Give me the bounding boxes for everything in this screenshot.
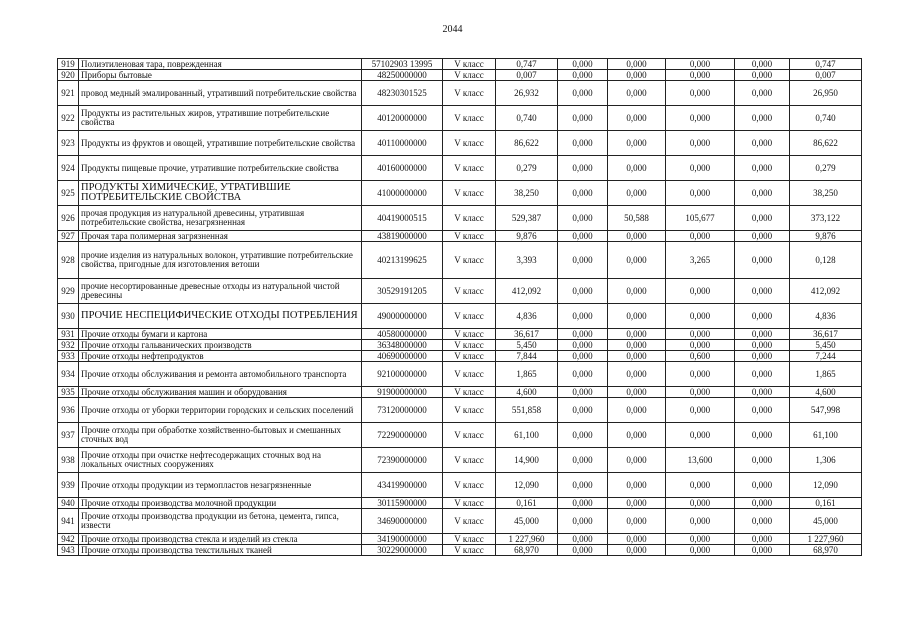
- value-cell: 0,000: [666, 70, 735, 81]
- value-cell: 45,000: [496, 509, 558, 534]
- row-number-cell: 932: [58, 340, 79, 351]
- value-cell: 9,876: [496, 231, 558, 242]
- value-cell: 0,000: [558, 534, 608, 545]
- fkko-code-cell: 92100000000: [362, 362, 443, 387]
- waste-name-cell: Прочие отходы обслуживания машин и оборудования: [79, 387, 362, 398]
- value-cell: 5,450: [790, 340, 862, 351]
- value-cell: 3,265: [666, 242, 735, 279]
- value-cell: 0,161: [496, 498, 558, 509]
- row-number-cell: 924: [58, 156, 79, 181]
- row-number-cell: 929: [58, 279, 79, 304]
- value-cell: 0,000: [666, 398, 735, 423]
- value-cell: 0,000: [608, 362, 666, 387]
- waste-name-cell: прочая продукция из натуральной древесины, утратившая потребительские свойства, незагрязненная: [79, 206, 362, 231]
- table-row: [58, 304, 862, 329]
- hazard-class-cell: V класс: [443, 351, 496, 362]
- value-cell: 0,000: [558, 231, 608, 242]
- hazard-class-cell: V класс: [443, 398, 496, 423]
- table-row: [58, 106, 862, 131]
- table-row: [58, 156, 862, 181]
- row-number-cell: 931: [58, 329, 79, 340]
- value-cell: 0,000: [558, 387, 608, 398]
- row-number-cell: 938: [58, 448, 79, 473]
- fkko-code-cell: 40110000000: [362, 131, 443, 156]
- hazard-class-cell: V класс: [443, 329, 496, 340]
- value-cell: 0,000: [608, 242, 666, 279]
- waste-name-cell: прочие изделия из натуральных волокон, утратившие потребительские свойства, пригодные для изготовления ветоши: [79, 242, 362, 279]
- value-cell: 5,450: [496, 340, 558, 351]
- value-cell: 68,970: [790, 545, 862, 556]
- row-number-cell: 941: [58, 509, 79, 534]
- value-cell: 26,932: [496, 81, 558, 106]
- value-cell: 0,000: [735, 279, 790, 304]
- table-row: [58, 545, 862, 556]
- value-cell: 0,000: [735, 206, 790, 231]
- table-row: [58, 59, 862, 70]
- value-cell: 0,000: [666, 545, 735, 556]
- value-cell: 0,000: [558, 304, 608, 329]
- table-row: [58, 423, 862, 448]
- value-cell: 0,747: [496, 59, 558, 70]
- value-cell: 0,000: [735, 351, 790, 362]
- value-cell: 547,998: [790, 398, 862, 423]
- value-cell: 1,306: [790, 448, 862, 473]
- value-cell: 0,000: [608, 498, 666, 509]
- waste-name-cell: прочие несортированные древесные отходы из натуральной чистой древесины: [79, 279, 362, 304]
- value-cell: 0,000: [735, 329, 790, 340]
- value-cell: 7,244: [790, 351, 862, 362]
- waste-name-cell: Прочие отходы нефтепродуктов: [79, 351, 362, 362]
- row-number-cell: 923: [58, 131, 79, 156]
- value-cell: 0,000: [608, 59, 666, 70]
- row-number-cell: 936: [58, 398, 79, 423]
- table-row: [58, 362, 862, 387]
- value-cell: 1 227,960: [790, 534, 862, 545]
- value-cell: 0,000: [558, 242, 608, 279]
- table-row: [58, 181, 862, 206]
- row-number-cell: 939: [58, 473, 79, 498]
- value-cell: 0,000: [666, 156, 735, 181]
- row-number-cell: 930: [58, 304, 79, 329]
- value-cell: 61,100: [790, 423, 862, 448]
- value-cell: 0,128: [790, 242, 862, 279]
- value-cell: 7,844: [496, 351, 558, 362]
- value-cell: 0,000: [735, 59, 790, 70]
- value-cell: 0,161: [790, 498, 862, 509]
- value-cell: 0,000: [666, 131, 735, 156]
- fkko-code-cell: 43819000000: [362, 231, 443, 242]
- row-number-cell: 934: [58, 362, 79, 387]
- value-cell: 0,000: [735, 362, 790, 387]
- row-number-cell: 933: [58, 351, 79, 362]
- value-cell: 105,677: [666, 206, 735, 231]
- value-cell: 412,092: [790, 279, 862, 304]
- hazard-class-cell: V класс: [443, 206, 496, 231]
- value-cell: 12,090: [496, 473, 558, 498]
- value-cell: 13,600: [666, 448, 735, 473]
- table-row: [58, 329, 862, 340]
- value-cell: 4,600: [790, 387, 862, 398]
- fkko-code-cell: 72290000000: [362, 423, 443, 448]
- value-cell: 0,000: [608, 106, 666, 131]
- hazard-class-cell: V класс: [443, 545, 496, 556]
- value-cell: 0,000: [608, 398, 666, 423]
- row-number-cell: 928: [58, 242, 79, 279]
- fkko-code-cell: 49000000000: [362, 304, 443, 329]
- value-cell: 0,000: [666, 59, 735, 70]
- value-cell: 0,000: [608, 329, 666, 340]
- value-cell: 0,000: [666, 304, 735, 329]
- value-cell: 0,000: [558, 448, 608, 473]
- table-row: [58, 242, 862, 279]
- value-cell: 0,000: [666, 498, 735, 509]
- value-cell: 0,000: [735, 181, 790, 206]
- waste-name-cell: Прочие отходы гальванических производств: [79, 340, 362, 351]
- value-cell: 0,747: [790, 59, 862, 70]
- value-cell: 0,000: [558, 156, 608, 181]
- hazard-class-cell: V класс: [443, 387, 496, 398]
- row-number-cell: 940: [58, 498, 79, 509]
- value-cell: 0,000: [558, 473, 608, 498]
- value-cell: 45,000: [790, 509, 862, 534]
- table-row: [58, 534, 862, 545]
- hazard-class-cell: V класс: [443, 509, 496, 534]
- value-cell: 0,000: [608, 181, 666, 206]
- value-cell: 0,000: [608, 340, 666, 351]
- table-row: [58, 473, 862, 498]
- value-cell: 0,000: [558, 423, 608, 448]
- value-cell: 0,000: [558, 498, 608, 509]
- row-number-cell: 921: [58, 81, 79, 106]
- value-cell: 0,000: [558, 70, 608, 81]
- table-row: [58, 387, 862, 398]
- value-cell: 0,000: [666, 106, 735, 131]
- value-cell: 4,836: [790, 304, 862, 329]
- value-cell: 0,000: [735, 156, 790, 181]
- value-cell: 0,000: [558, 329, 608, 340]
- waste-name-cell: Прочие отходы производства молочной продукции: [79, 498, 362, 509]
- hazard-class-cell: V класс: [443, 231, 496, 242]
- hazard-class-cell: V класс: [443, 242, 496, 279]
- waste-name-cell: ПРОДУКТЫ ХИМИЧЕСКИЕ, УТРАТИВШИЕ ПОТРЕБИТЕЛЬСКИЕ СВОЙСТВА: [79, 181, 362, 206]
- table-row: [58, 81, 862, 106]
- row-number-cell: 943: [58, 545, 79, 556]
- value-cell: 50,588: [608, 206, 666, 231]
- value-cell: 0,007: [496, 70, 558, 81]
- hazard-class-cell: V класс: [443, 448, 496, 473]
- value-cell: 0,000: [735, 81, 790, 106]
- value-cell: 0,000: [666, 81, 735, 106]
- waste-name-cell: Прочие отходы производства продукции из бетона, цемента, гипса, извести: [79, 509, 362, 534]
- waste-name-cell: Прочие отходы от уборки территории городских и сельских поселений: [79, 398, 362, 423]
- waste-name-cell: Приборы бытовые: [79, 70, 362, 81]
- value-cell: 0,000: [735, 387, 790, 398]
- hazard-class-cell: V класс: [443, 362, 496, 387]
- fkko-code-cell: 48230301525: [362, 81, 443, 106]
- value-cell: 0,000: [608, 534, 666, 545]
- waste-name-cell: Прочая тара полимерная загрязненная: [79, 231, 362, 242]
- value-cell: 0,000: [608, 423, 666, 448]
- value-cell: 0,000: [608, 448, 666, 473]
- fkko-code-cell: 41000000000: [362, 181, 443, 206]
- value-cell: 0,000: [666, 181, 735, 206]
- waste-name-cell: Прочие отходы при очистке нефтесодержащих сточных вод на локальных очистных сооружениях: [79, 448, 362, 473]
- value-cell: 0,000: [666, 387, 735, 398]
- value-cell: 0,000: [666, 473, 735, 498]
- value-cell: 0,000: [735, 231, 790, 242]
- value-cell: 0,000: [666, 534, 735, 545]
- hazard-class-cell: V класс: [443, 70, 496, 81]
- value-cell: 373,122: [790, 206, 862, 231]
- waste-table: [57, 58, 862, 556]
- hazard-class-cell: V класс: [443, 279, 496, 304]
- value-cell: 4,836: [496, 304, 558, 329]
- fkko-code-cell: 73120000000: [362, 398, 443, 423]
- value-cell: 0,000: [735, 106, 790, 131]
- waste-name-cell: Прочие отходы производства текстильных тканей: [79, 545, 362, 556]
- waste-name-cell: Продукты из фруктов и овощей, утратившие потребительские свойства: [79, 131, 362, 156]
- row-number-cell: 925: [58, 181, 79, 206]
- value-cell: 0,000: [666, 231, 735, 242]
- value-cell: 4,600: [496, 387, 558, 398]
- table-row: [58, 398, 862, 423]
- fkko-code-cell: 30529191205: [362, 279, 443, 304]
- value-cell: 0,000: [558, 106, 608, 131]
- fkko-code-cell: 30115900000: [362, 498, 443, 509]
- hazard-class-cell: V класс: [443, 340, 496, 351]
- hazard-class-cell: V класс: [443, 131, 496, 156]
- table-row: [58, 498, 862, 509]
- value-cell: 0,000: [608, 156, 666, 181]
- value-cell: 0,000: [666, 423, 735, 448]
- table-row: [58, 448, 862, 473]
- table-row: [58, 351, 862, 362]
- fkko-code-cell: 57102903 13995: [362, 59, 443, 70]
- fkko-code-cell: 40419000515: [362, 206, 443, 231]
- hazard-class-cell: V класс: [443, 106, 496, 131]
- hazard-class-cell: V класс: [443, 423, 496, 448]
- fkko-code-cell: 40120000000: [362, 106, 443, 131]
- value-cell: 1,865: [790, 362, 862, 387]
- value-cell: 0,000: [666, 362, 735, 387]
- value-cell: 0,000: [666, 509, 735, 534]
- fkko-code-cell: 34190000000: [362, 534, 443, 545]
- hazard-class-cell: V класс: [443, 156, 496, 181]
- value-cell: 0,000: [608, 131, 666, 156]
- table-row: [58, 279, 862, 304]
- value-cell: 0,000: [608, 70, 666, 81]
- value-cell: 0,000: [558, 340, 608, 351]
- waste-name-cell: Прочие отходы производства стекла и изделий из стекла: [79, 534, 362, 545]
- waste-name-cell: Прочие отходы при обработке хозяйственно-бытовых и смешанных сточных вод: [79, 423, 362, 448]
- waste-name-cell: Продукты из растительных жиров, утратившие потребительские свойства: [79, 106, 362, 131]
- value-cell: 0,600: [666, 351, 735, 362]
- value-cell: 0,000: [608, 473, 666, 498]
- value-cell: 0,000: [735, 448, 790, 473]
- row-number-cell: 926: [58, 206, 79, 231]
- value-cell: 0,000: [558, 279, 608, 304]
- value-cell: 0,279: [496, 156, 558, 181]
- row-number-cell: 937: [58, 423, 79, 448]
- hazard-class-cell: V класс: [443, 181, 496, 206]
- value-cell: 0,000: [735, 242, 790, 279]
- value-cell: 0,000: [735, 304, 790, 329]
- fkko-code-cell: 72390000000: [362, 448, 443, 473]
- fkko-code-cell: 36348000000: [362, 340, 443, 351]
- value-cell: 0,000: [608, 231, 666, 242]
- table-row: [58, 509, 862, 534]
- waste-name-cell: Прочие отходы обслуживания и ремонта автомобильного транспорта: [79, 362, 362, 387]
- value-cell: 0,000: [558, 509, 608, 534]
- value-cell: 0,000: [558, 351, 608, 362]
- value-cell: 1,865: [496, 362, 558, 387]
- value-cell: 14,900: [496, 448, 558, 473]
- value-cell: 0,000: [558, 206, 608, 231]
- value-cell: 0,000: [735, 131, 790, 156]
- value-cell: 36,617: [790, 329, 862, 340]
- fkko-code-cell: 40580000000: [362, 329, 443, 340]
- value-cell: 38,250: [790, 181, 862, 206]
- value-cell: 0,000: [558, 362, 608, 387]
- value-cell: 0,000: [666, 329, 735, 340]
- value-cell: 0,279: [790, 156, 862, 181]
- value-cell: 0,000: [558, 59, 608, 70]
- waste-name-cell: ПРОЧИЕ НЕСПЕЦИФИЧЕСКИЕ ОТХОДЫ ПОТРЕБЛЕНИЯ: [79, 304, 362, 329]
- value-cell: 0,000: [608, 304, 666, 329]
- value-cell: 0,000: [558, 131, 608, 156]
- value-cell: 0,000: [666, 279, 735, 304]
- hazard-class-cell: V класс: [443, 498, 496, 509]
- value-cell: 0,000: [735, 398, 790, 423]
- hazard-class-cell: V класс: [443, 81, 496, 106]
- waste-name-cell: Продукты пищевые прочие, утратившие потребительские свойства: [79, 156, 362, 181]
- value-cell: 12,090: [790, 473, 862, 498]
- fkko-code-cell: 40690000000: [362, 351, 443, 362]
- value-cell: 0,000: [735, 473, 790, 498]
- fkko-code-cell: 34690000000: [362, 509, 443, 534]
- value-cell: 38,250: [496, 181, 558, 206]
- hazard-class-cell: V класс: [443, 59, 496, 70]
- value-cell: 0,000: [666, 340, 735, 351]
- value-cell: 0,000: [735, 70, 790, 81]
- row-number-cell: 919: [58, 59, 79, 70]
- value-cell: 529,387: [496, 206, 558, 231]
- value-cell: 0,007: [790, 70, 862, 81]
- value-cell: 0,000: [735, 498, 790, 509]
- value-cell: 68,970: [496, 545, 558, 556]
- table-row: [58, 131, 862, 156]
- value-cell: 412,092: [496, 279, 558, 304]
- value-cell: 0,000: [558, 545, 608, 556]
- waste-name-cell: Прочие отходы продукции из термопластов незагрязненные: [79, 473, 362, 498]
- fkko-code-cell: 40160000000: [362, 156, 443, 181]
- value-cell: 86,622: [496, 131, 558, 156]
- value-cell: 86,622: [790, 131, 862, 156]
- value-cell: 0,000: [735, 534, 790, 545]
- page-number: 2044: [442, 24, 463, 35]
- table-row: [58, 206, 862, 231]
- fkko-code-cell: 91900000000: [362, 387, 443, 398]
- row-number-cell: 920: [58, 70, 79, 81]
- value-cell: 0,000: [558, 181, 608, 206]
- value-cell: 1 227,960: [496, 534, 558, 545]
- row-number-cell: 927: [58, 231, 79, 242]
- value-cell: 0,000: [608, 81, 666, 106]
- value-cell: 0,000: [608, 279, 666, 304]
- value-cell: 3,393: [496, 242, 558, 279]
- value-cell: 0,000: [608, 509, 666, 534]
- table-body: [58, 59, 862, 556]
- value-cell: 551,858: [496, 398, 558, 423]
- fkko-code-cell: 43419900000: [362, 473, 443, 498]
- hazard-class-cell: V класс: [443, 304, 496, 329]
- value-cell: 0,000: [735, 340, 790, 351]
- value-cell: 0,000: [558, 398, 608, 423]
- waste-name-cell: Полиэтиленовая тара, поврежденная: [79, 59, 362, 70]
- row-number-cell: 922: [58, 106, 79, 131]
- value-cell: 0,000: [735, 423, 790, 448]
- fkko-code-cell: 48250000000: [362, 70, 443, 81]
- row-number-cell: 935: [58, 387, 79, 398]
- row-number-cell: 942: [58, 534, 79, 545]
- value-cell: 26,950: [790, 81, 862, 106]
- hazard-class-cell: V класс: [443, 473, 496, 498]
- fkko-code-cell: 30229000000: [362, 545, 443, 556]
- value-cell: 0,000: [735, 509, 790, 534]
- table-row: [58, 231, 862, 242]
- value-cell: 0,740: [496, 106, 558, 131]
- hazard-class-cell: V класс: [443, 534, 496, 545]
- fkko-code-cell: 40213199625: [362, 242, 443, 279]
- waste-name-cell: провод медный эмалированный, утративший потребительские свойства: [79, 81, 362, 106]
- table-row: [58, 340, 862, 351]
- value-cell: 61,100: [496, 423, 558, 448]
- value-cell: 0,740: [790, 106, 862, 131]
- value-cell: 0,000: [608, 545, 666, 556]
- value-cell: 0,000: [558, 81, 608, 106]
- value-cell: 36,617: [496, 329, 558, 340]
- value-cell: 0,000: [735, 545, 790, 556]
- value-cell: 9,876: [790, 231, 862, 242]
- value-cell: 0,000: [608, 351, 666, 362]
- table-row: [58, 70, 862, 81]
- waste-name-cell: Прочие отходы бумаги и картона: [79, 329, 362, 340]
- value-cell: 0,000: [608, 387, 666, 398]
